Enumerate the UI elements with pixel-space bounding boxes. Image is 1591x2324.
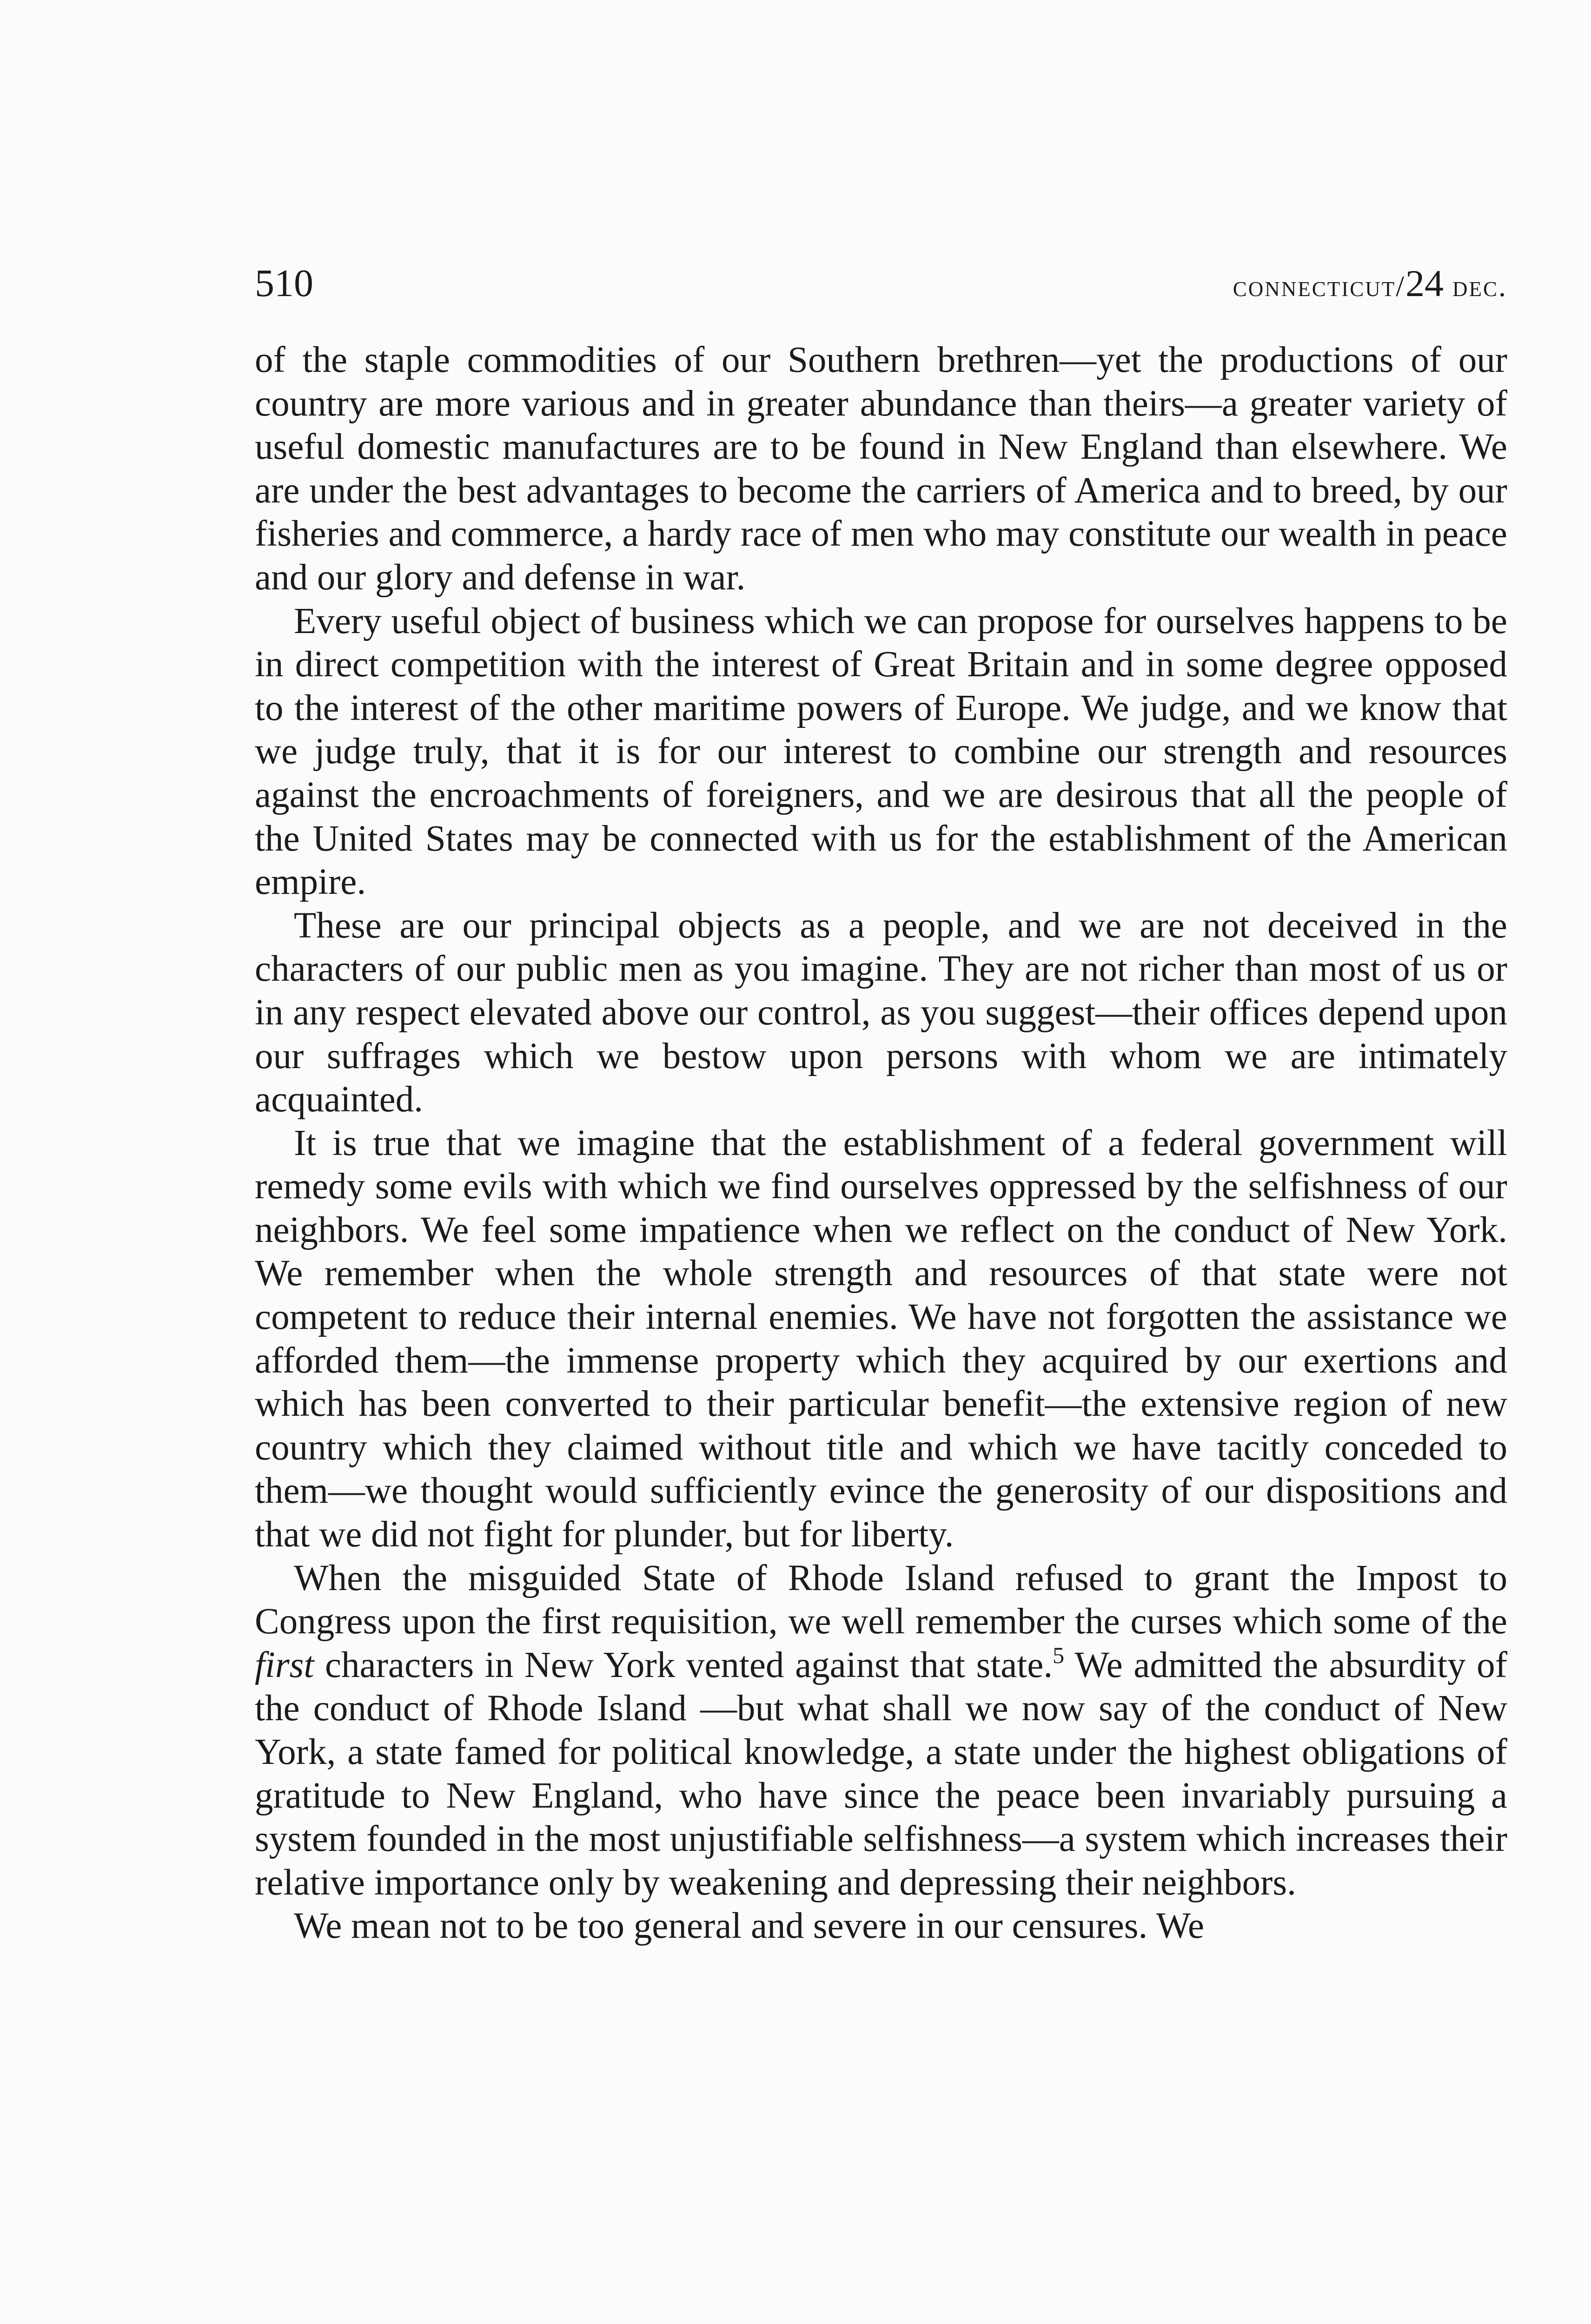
paragraph-1: of the staple commodities of our Southern brethren—yet the productions of our country are more various and in greater abundance than theirs—a greater variety of useful domestic manufactures are to be found in New England than elsewhere. We are under the best advantages to become the carriers of America and to breed, by our fisheries and commerce, a hardy race of men who may constitute our wealth in peace and our glory and defense in war. <box>255 340 1507 598</box>
running-head-day: 24 <box>1405 262 1444 304</box>
page-number: 510 <box>255 262 313 305</box>
running-head-month: dec. <box>1444 270 1507 303</box>
paragraph-2: Every useful object of business which we can propose for ourselves happens to be in direct competition with the interest of Great Britain and in some degree opposed to the interest of the other maritime powers of Europe. We judge, and we know that we judge truly, that it is for our interest to combine our strength and resources against the encroachments of foreigners, and we are desirous that all the people of the United States may be connected with us for the establishment of the American empire. <box>255 601 1507 903</box>
paragraph-5-italic: first <box>255 1644 314 1685</box>
footnote-marker: 5 <box>1053 1642 1065 1668</box>
paragraph-5-part-1: When the misguided State of Rhode Island refused to grant the Impost to Congress upon the first requisition, we well remember the curses which some of the <box>255 1558 1507 1642</box>
paragraph-3: These are our principal objects as a people, and we are not deceived in the characters of our public men as you imagine. They are not richer than most of us or in any respect elevated above our control, as you suggest—their offices depend upon our suffrages which we bestow upon persons with whom we are intimately acquainted. <box>255 905 1507 1120</box>
paragraph-6: We mean not to be too general and severe in our censures. We <box>294 1906 1204 1947</box>
running-head-state: connecticut/ <box>1233 270 1405 303</box>
running-head <box>1233 260 1507 310</box>
page-header <box>255 260 1507 307</box>
body-text <box>255 338 1507 1948</box>
paragraph-5-part-2: characters in New York vented against that state. <box>314 1644 1053 1685</box>
paragraph-5 <box>255 1557 1507 1905</box>
paragraph-4: It is true that we imagine that the establishment of a federal government will remedy some evils with which we find ourselves oppressed by the selfishness of our neighbors. We feel some impatience when we reflect on the conduct of New York. We remember when the whole strength and resources of that state were not competent to reduce their internal enemies. We have not forgotten the assistance we afforded them—the immense property which they acquired by our exertions and which has been converted to their particular benefit—the extensive region of new country which they claimed without title and which we have tacitly conceded to them—we thought would sufficiently evince the generosity of our dispositions and that we did not fight for plunder, but for liberty. <box>255 1122 1507 1555</box>
paragraph-5-part-3: We admitted the absurdity of the conduct of Rhode Island —but what shall we now say of the conduct of New York, a state famed for political knowledge, a state under the highest obligations of gratitude to New England, who have since the peace been invariably pursuing a system founded in the most unjustifiable selfishness—a system which increases their relative importance only by weakening and depressing their neighbors. <box>255 1644 1507 1903</box>
